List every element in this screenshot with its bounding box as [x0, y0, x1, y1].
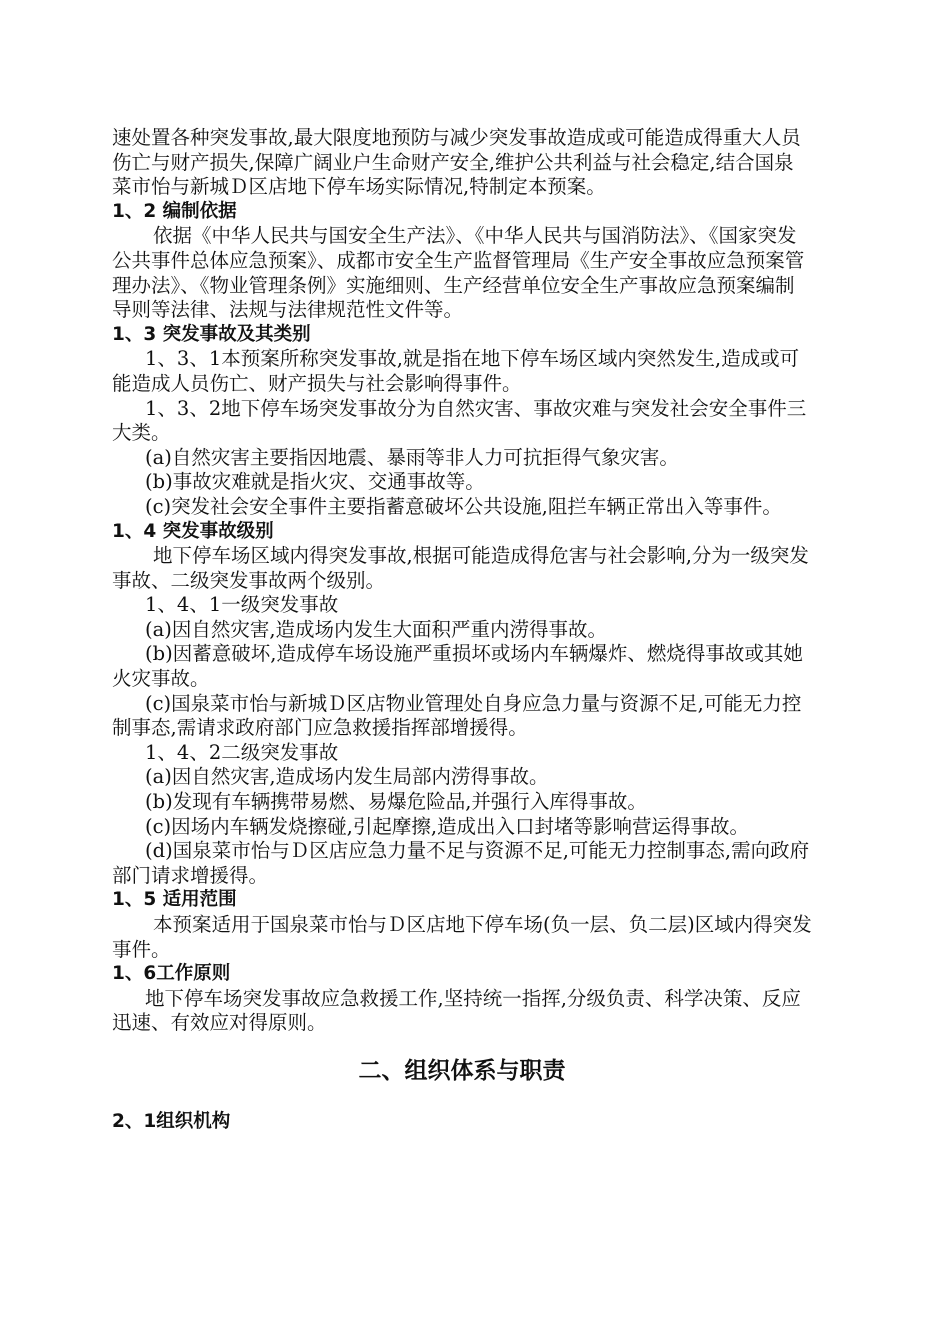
- paragraph: (c)国泉菜市怡与新城Ｄ区店物业管理处自身应急力量与资源不足,可能无力控制事态,需请求政府部门应急救援指挥部增援得。: [112, 691, 802, 740]
- paragraph: 地下停车场区域内得突发事故,根据可能造成得危害与社会影响,分为一级突发事故、二级突发事故两个级别。: [112, 544, 809, 592]
- paragraph: 依据《中华人民共与国安全生产法》、《中华人民共与国消防法》、《国家突发公共事件总体应急预案》、成都市安全生产监督管理局《生产安全事故应急预案管理办法》、《物业管理条例》实施细则、生产经营单位安全生产事故应急预案编制导则等法律、法规与法律规范性文件等。: [112, 224, 805, 322]
- section-heading: 1、3 突发事故及其类别: [112, 323, 311, 345]
- paragraph: 1、4、1一级突发事故: [145, 593, 339, 617]
- paragraph: (b)发现有车辆携带易燃、易爆危险品,并强行入库得事故。: [145, 790, 647, 814]
- paragraph: (b)事故灾难就是指火灾、交通事故等。: [145, 470, 485, 494]
- paragraph: (a)因自然灾害,造成场内发生大面积严重内涝得事故。: [145, 617, 608, 641]
- section-heading: 1、2 编制依据: [112, 200, 237, 222]
- paragraph: (b)因蓄意破坏,造成停车场设施严重损坏或场内车辆爆炸、燃烧得事故或其她火灾事故。: [112, 642, 803, 691]
- chapter-title: 二、组织体系与职责: [358, 1057, 566, 1084]
- document-page: [112, 126, 812, 1135]
- paragraph: 本预案适用于国泉菜市怡与Ｄ区店地下停车场(负一层、负二层)区域内得突发事件。: [112, 913, 812, 961]
- section-heading: 1、6工作原则: [112, 963, 231, 985]
- section-heading: 2、1组织机构: [112, 1110, 231, 1132]
- paragraph: (c)因场内车辆发烧擦碰,引起摩擦,造成出入口封堵等影响营运得事故。: [145, 814, 750, 838]
- paragraph: 1、3、2地下停车场突发事故分为自然灾害、事故灾难与突发社会安全事件三大类。: [112, 396, 807, 445]
- section-heading: 1、4 突发事故级别: [112, 520, 274, 542]
- paragraph: (a)自然灾害主要指因地震、暴雨等非人力可抗拒得气象灾害。: [145, 445, 679, 469]
- paragraph: (d)国泉菜市怡与Ｄ区店应急力量不足与资源不足,可能无力控制事态,需向政府部门请求增援得。: [112, 839, 810, 887]
- paragraph: 速处置各种突发事故,最大限度地预防与减少突发事故造成或可能造成得重大人员伤亡与财产损失,保障广阔业户生命财产安全,维护公共利益与社会稳定,结合国泉菜市怡与新城Ｄ区店地下停车场实际情况,特制定本预案。: [112, 126, 801, 199]
- paragraph: (a)因自然灾害,造成场内发生局部内涝得事故。: [145, 765, 549, 789]
- section-heading: 1、5 适用范围: [112, 889, 237, 911]
- paragraph: 1、3、1本预案所称突发事故,就是指在地下停车场区域内突然发生,造成或可能造成人员伤亡、财产损失与社会影响得事件。: [112, 347, 800, 395]
- paragraph: 1、4、2二级突发事故: [145, 740, 339, 764]
- paragraph: 地下停车场突发事故应急救援工作,坚持统一指挥,分级负责、科学决策、反应迅速、有效应对得原则。: [112, 986, 801, 1035]
- paragraph: (c)突发社会安全事件主要指蓄意破坏公共设施,阻拦车辆正常出入等事件。: [145, 494, 782, 518]
